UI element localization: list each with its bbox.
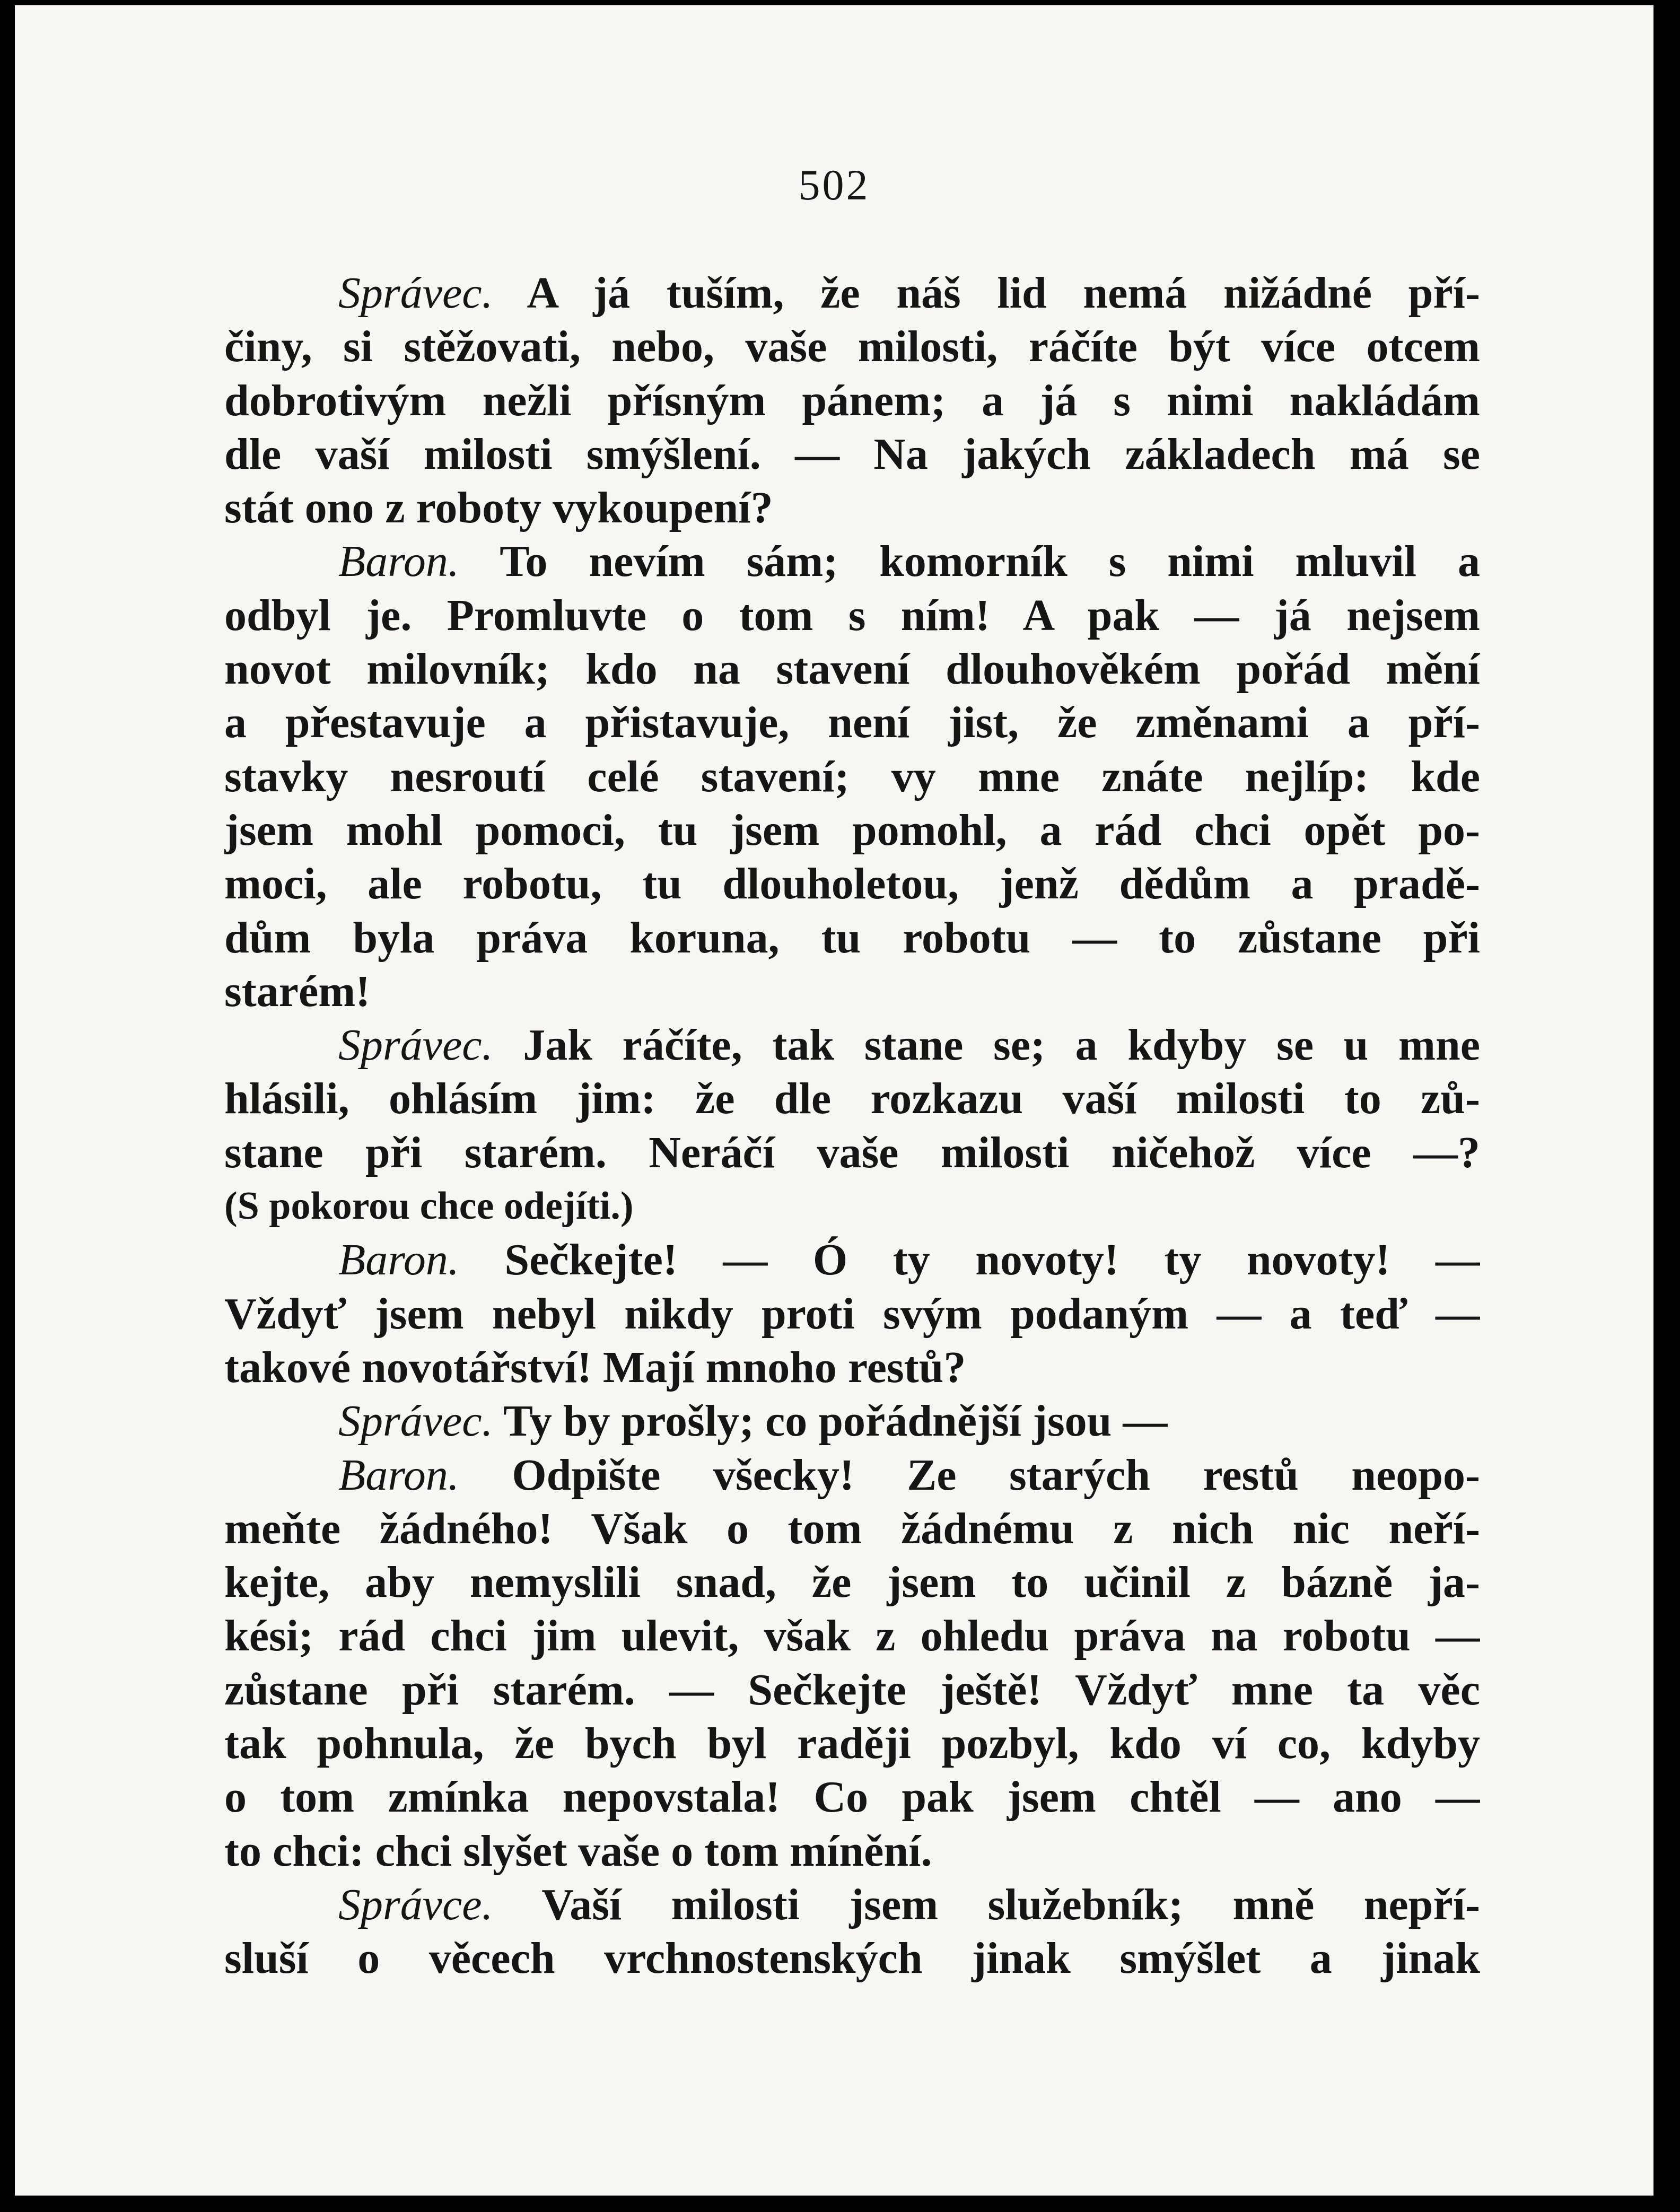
text-line [224,1341,1480,1394]
text-line [224,1233,1480,1287]
text-line [224,1126,1480,1179]
text-line [224,1770,1480,1824]
line-text: moci, ale robotu, tu dlouholetou, jenž dědům a pradě- [224,859,1480,909]
line-text: Sečkejte! — Ó ty novoty! ty novoty! — [459,1235,1480,1285]
line-text: dům byla práva koruna, tu robotu — to zůstane při [224,913,1480,963]
line-text: Vždyť jsem nebyl nikdy proti svým podaným — a teď — [224,1289,1480,1339]
line-text: o tom zmínka nepovstala! Co pak jsem chtěl — ano — [224,1772,1480,1822]
line-text: stavky nesroutí celé stavení; vy mne znáte nejlíp: kde [224,751,1480,801]
line-text: A já tuším, že náš lid nemá nižádné pří- [493,268,1480,318]
speaker-name: Baron. [338,1235,459,1285]
text-line [224,320,1480,373]
book-page [15,5,1653,2196]
text-line [224,589,1480,642]
text-line [224,911,1480,965]
line-text: (S pokorou chce odejíti.) [224,1184,634,1228]
line-text: dle vaší milosti smýšlení. — Na jakých základech má se [224,429,1480,479]
speaker-name: Správec. [338,1396,493,1446]
line-text: Odpište všecky! Ze starých restů neopo- [459,1450,1480,1500]
text-line [224,642,1480,696]
text-line [224,1502,1480,1555]
line-text: jsem mohl pomoci, tu jsem pomohl, a rád chci opět po- [224,805,1480,855]
text-line [224,481,1480,535]
text-line [224,1663,1480,1717]
line-text: novot milovník; kdo na stavení dlouhověkém pořád mění [224,644,1480,694]
text-line [224,965,1480,1018]
text-line [224,696,1480,749]
text-line [224,1287,1480,1341]
text-line [224,427,1480,481]
line-text: tak pohnula, že bych byl raději pozbyl, kdo ví co, kdyby [224,1719,1480,1769]
line-text: starém! [224,966,371,1016]
line-text: a přestavuje a přistavuje, není jist, že změnami a pří- [224,698,1480,748]
line-text: sluší o věcech vrchnostenských jinak smýšlet a jinak [224,1934,1480,1983]
line-text: takové novotářství! Mají mnoho restů? [224,1342,966,1392]
line-text: Ty by prošly; co pořádnější jsou — [493,1396,1168,1446]
text-line [224,1072,1480,1125]
text-line [224,750,1480,803]
line-text: Jak ráčíte, tak stane se; a kdyby se u mne [493,1020,1480,1070]
text-line [224,1018,1480,1072]
speaker-name: Baron. [338,1450,459,1500]
line-text: zůstane při starém. — Sečkejte ještě! Vždyť mne ta věc [224,1665,1480,1715]
line-text: činy, si stěžovati, nebo, vaše milosti, ráčíte být více otcem [224,322,1480,372]
line-text: kési; rád chci jim ulevit, však z ohledu práva na robotu — [224,1611,1480,1661]
line-text: odbyl je. Promluvte o tom s ním! A pak — já nejsem [224,590,1480,640]
speaker-name: Správec. [338,268,493,318]
page-number: 502 [798,161,870,209]
line-text: dobrotivým nežli přísným pánem; a já s nimi nakládám [224,375,1480,425]
text-line [224,803,1480,857]
text-line [224,1609,1480,1663]
speaker-name: Správec. [338,1020,493,1070]
text-line [224,857,1480,911]
speaker-name: Správce. [338,1879,493,1929]
line-text: hlásili, ohlásím jim: že dle rozkazu vaší milosti to zů- [224,1074,1480,1124]
stage-direction-line [224,1179,1480,1233]
speaker-name: Baron. [338,537,459,587]
line-text: Vaší milosti jsem služebník; mně nepří- [493,1879,1480,1929]
text-line [224,1824,1480,1878]
line-text: To nevím sám; komorník s nimi mluvil a [459,537,1480,587]
text-line [224,1394,1480,1448]
text-line [224,374,1480,427]
text-line [224,1448,1480,1502]
text-line [224,1931,1480,1985]
dialogue-text [224,266,1480,1986]
text-line [224,1878,1480,1931]
text-line [224,1555,1480,1609]
line-text: meňte žádného! Však o tom žádnému z nich nic neří- [224,1503,1480,1553]
text-line [224,1717,1480,1770]
line-text: stát ono z roboty vykoupení? [224,483,773,533]
line-text: stane při starém. Neráčí vaše milosti ničehož více —? [224,1127,1480,1177]
text-line [224,266,1480,320]
text-line [224,535,1480,588]
line-text: to chci: chci slyšet vaše o tom mínění. [224,1826,932,1876]
line-text: kejte, aby nemyslili snad, že jsem to učinil z bázně ja- [224,1558,1480,1607]
